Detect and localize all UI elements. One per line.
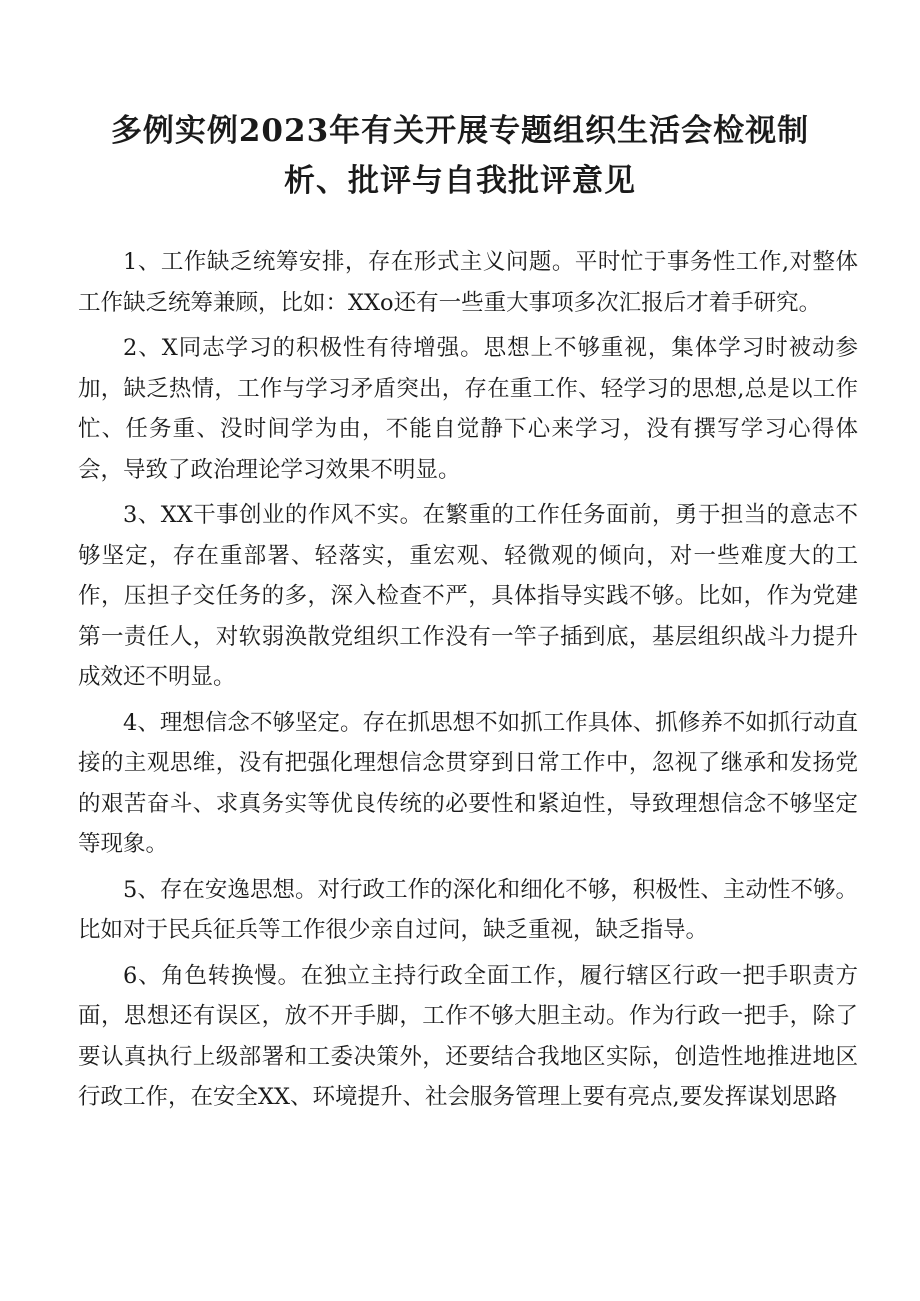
document-title-line-1: 多例实例2023年有关开展专题组织生活会检视制	[110, 113, 810, 149]
paragraph-4: 4、理想信念不够坚定。存在抓思想不如抓工作具体、抓修养不如抓行动直接的主观思维，没有把强化理想信念贯穿到日常工作中，忽视了继承和发扬党的艰苦奋斗、求真务实等优良传统的必要性和紧迫性，导致理想信念不够坚定等现象。	[78, 709, 858, 857]
paragraph-3: 3、XX干事创业的作风不实。在繁重的工作任务面前，勇于担当的意志不够坚定，存在重部署、轻落实，重宏观、轻微观的倾向，对一些难度大的工作，压担子交任务的多，深入检查不严，具体指导实践不够。比如，作为党建第一责任人，对软弱涣散党组织工作没有一竿子插到底，基层组织战斗力提升成效还不明显。	[78, 502, 858, 690]
paragraph-1: 1、工作缺乏统筹安排，存在形式主义问题。平时忙于事务性工作,对整体工作缺乏统筹兼顾，比如：XXo还有一些重大事项多次汇报后才着手研究。	[78, 249, 858, 316]
paragraph-6: 6、角色转换慢。在独立主持行政全面工作，履行辖区行政一把手职责方面，思想还有误区，放不开手脚，工作不够大胆主动。作为行政一把手，除了要认真执行上级部署和工委决策外，还要结合我地区实际，创造性地推进地区行政工作，在安全XX、环境提升、社会服务管理上要有亮点,要发挥谋划思路	[78, 962, 858, 1110]
document-title-line-2: 析、批评与自我批评意见	[284, 163, 636, 199]
paragraph-5: 5、存在安逸思想。对行政工作的深化和细化不够，积极性、主动性不够。比如对于民兵征兵等工作很少亲自过问，缺乏重视，缺乏指导。	[78, 876, 858, 943]
document-body	[78, 242, 858, 1123]
paragraph-2: 2、X同志学习的积极性有待增强。思想上不够重视，集体学习时被动参加，缺乏热情，工作与学习矛盾突出，存在重工作、轻学习的思想,总是以工作忙、任务重、没时间学为由，不能自觉静下心来学习，没有撰写学习心得体会，导致了政治理论学习效果不明显。	[78, 335, 858, 483]
